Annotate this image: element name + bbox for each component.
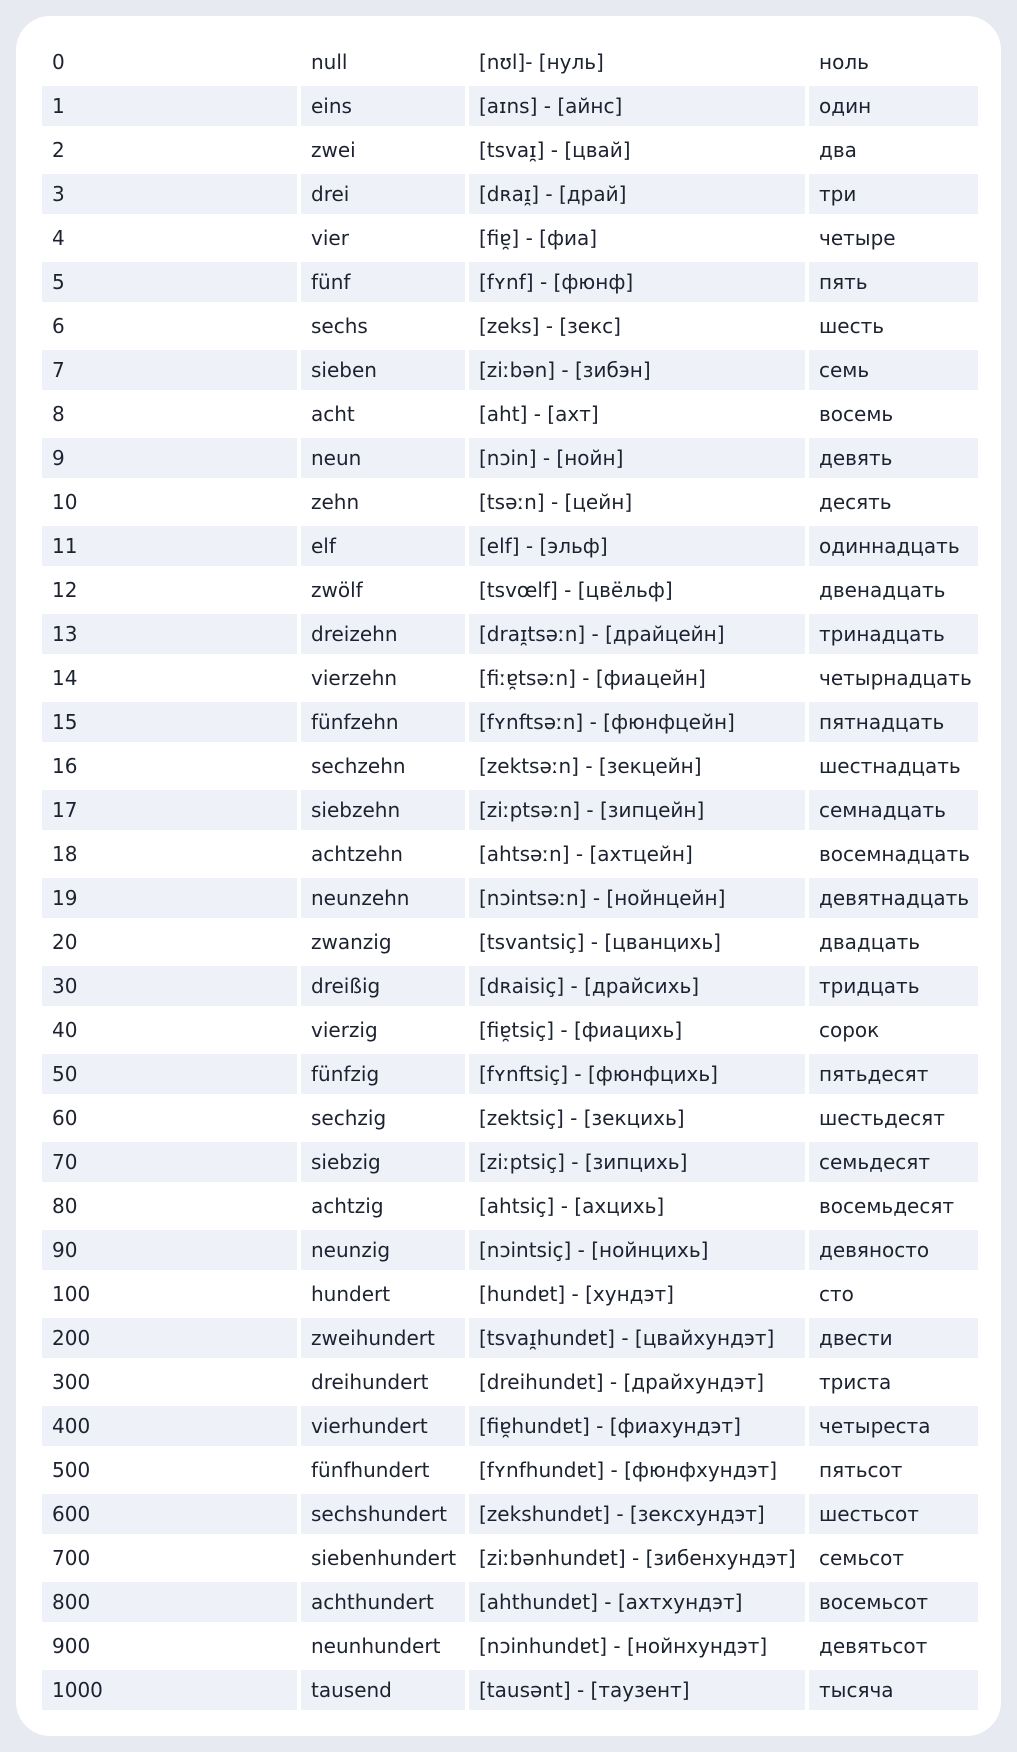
german-word-cell: achtzehn (301, 834, 465, 874)
number-cell: 30 (42, 966, 297, 1006)
table-row (42, 658, 978, 698)
russian-word-cell: пятнадцать (809, 702, 978, 742)
german-word-cell: hundert (301, 1274, 465, 1314)
german-word-cell: fünfhundert (301, 1450, 465, 1490)
pronunciation-cell: [tsəːn] - [цейн] (469, 482, 805, 522)
number-cell: 1000 (42, 1670, 297, 1710)
number-cell: 8 (42, 394, 297, 434)
german-word-cell: zwei (301, 130, 465, 170)
pronunciation-cell: [fiɐ̯] - [фиа] (469, 218, 805, 258)
table-row (42, 1010, 978, 1050)
pronunciation-cell: [dʀaisiç] - [драйсихь] (469, 966, 805, 1006)
german-word-cell: sechzig (301, 1098, 465, 1138)
pronunciation-cell: [fʏnftsiç] - [фюнфцихь] (469, 1054, 805, 1094)
number-cell: 50 (42, 1054, 297, 1094)
pronunciation-cell: [zeks] - [зекс] (469, 306, 805, 346)
table-row (42, 42, 978, 82)
russian-word-cell: восемьдесят (809, 1186, 978, 1226)
german-word-cell: drei (301, 174, 465, 214)
german-word-cell: neunhundert (301, 1626, 465, 1666)
russian-word-cell: три (809, 174, 978, 214)
table-row (42, 1142, 978, 1182)
german-word-cell: vier (301, 218, 465, 258)
german-word-cell: tausend (301, 1670, 465, 1710)
number-cell: 100 (42, 1274, 297, 1314)
table-row (42, 394, 978, 434)
russian-word-cell: триста (809, 1362, 978, 1402)
russian-word-cell: тысяча (809, 1670, 978, 1710)
german-word-cell: dreißig (301, 966, 465, 1006)
pronunciation-cell: [fiɐ̯tsiç] - [фиацихь] (469, 1010, 805, 1050)
table-row (42, 966, 978, 1006)
german-word-cell: sechs (301, 306, 465, 346)
number-cell: 1 (42, 86, 297, 126)
number-cell: 900 (42, 1626, 297, 1666)
number-cell: 20 (42, 922, 297, 962)
russian-word-cell: пятьдесят (809, 1054, 978, 1094)
pronunciation-cell: [tsvaɪ̯] - [цвай] (469, 130, 805, 170)
number-cell: 0 (42, 42, 297, 82)
russian-word-cell: шестьдесят (809, 1098, 978, 1138)
pronunciation-cell: [fʏnfhundɐt] - [фюнфхундэт] (469, 1450, 805, 1490)
russian-word-cell: двадцать (809, 922, 978, 962)
german-word-cell: fünfzehn (301, 702, 465, 742)
russian-word-cell: пять (809, 262, 978, 302)
russian-word-cell: четырнадцать (809, 658, 978, 698)
russian-word-cell: девятьсот (809, 1626, 978, 1666)
russian-word-cell: один (809, 86, 978, 126)
german-word-cell: eins (301, 86, 465, 126)
german-word-cell: zwanzig (301, 922, 465, 962)
german-word-cell: neunzehn (301, 878, 465, 918)
pronunciation-cell: [ziːptsiç] - [зипцихь] (469, 1142, 805, 1182)
table-row (42, 482, 978, 522)
russian-word-cell: девять (809, 438, 978, 478)
number-cell: 700 (42, 1538, 297, 1578)
table-row (42, 262, 978, 302)
russian-word-cell: тридцать (809, 966, 978, 1006)
german-word-cell: sechzehn (301, 746, 465, 786)
russian-word-cell: семнадцать (809, 790, 978, 830)
pronunciation-cell: [nʊl]- [нуль] (469, 42, 805, 82)
pronunciation-cell: [tsvœlf] - [цвёльф] (469, 570, 805, 610)
number-cell: 60 (42, 1098, 297, 1138)
number-cell: 11 (42, 526, 297, 566)
german-word-cell: fünf (301, 262, 465, 302)
pronunciation-cell: [fʏnf] - [фюнф] (469, 262, 805, 302)
german-word-cell: dreizehn (301, 614, 465, 654)
russian-word-cell: восемьсот (809, 1582, 978, 1622)
german-word-cell: achtzig (301, 1186, 465, 1226)
german-word-cell: neun (301, 438, 465, 478)
pronunciation-cell: [ahtsəːn] - [ахтцейн] (469, 834, 805, 874)
number-cell: 600 (42, 1494, 297, 1534)
pronunciation-cell: [ziːbən] - [зибэн] (469, 350, 805, 390)
pronunciation-cell: [tausənt] - [таузент] (469, 1670, 805, 1710)
number-cell: 14 (42, 658, 297, 698)
number-cell: 6 (42, 306, 297, 346)
number-cell: 4 (42, 218, 297, 258)
number-cell: 5 (42, 262, 297, 302)
pronunciation-cell: [tsvantsiç] - [цванцихь] (469, 922, 805, 962)
russian-word-cell: пятьсот (809, 1450, 978, 1490)
number-cell: 17 (42, 790, 297, 830)
german-word-cell: sieben (301, 350, 465, 390)
pronunciation-cell: [elf] - [эльф] (469, 526, 805, 566)
pronunciation-cell: [fiɐ̯hundɐt] - [фиахундэт] (469, 1406, 805, 1446)
table-row (42, 306, 978, 346)
german-word-cell: sechshundert (301, 1494, 465, 1534)
russian-word-cell: четыре (809, 218, 978, 258)
table-row (42, 614, 978, 654)
table-row (42, 174, 978, 214)
pronunciation-cell: [ahtsiç] - [ахцихь] (469, 1186, 805, 1226)
table-row (42, 1274, 978, 1314)
number-cell: 70 (42, 1142, 297, 1182)
number-cell: 90 (42, 1230, 297, 1270)
table-row (42, 1318, 978, 1358)
pronunciation-cell: [zekshundɐt] - [зексхундэт] (469, 1494, 805, 1534)
table-row (42, 130, 978, 170)
russian-word-cell: шесть (809, 306, 978, 346)
number-cell: 200 (42, 1318, 297, 1358)
russian-word-cell: сорок (809, 1010, 978, 1050)
russian-word-cell: шестнадцать (809, 746, 978, 786)
pronunciation-cell: [dʀaɪ̯] - [драй] (469, 174, 805, 214)
russian-word-cell: два (809, 130, 978, 170)
russian-word-cell: четыреста (809, 1406, 978, 1446)
number-cell: 12 (42, 570, 297, 610)
table-row (42, 1582, 978, 1622)
table-row (42, 1362, 978, 1402)
number-cell: 13 (42, 614, 297, 654)
table-row (42, 702, 978, 742)
numbers-table (38, 38, 982, 1714)
table-row (42, 1670, 978, 1710)
number-cell: 7 (42, 350, 297, 390)
german-word-cell: siebzehn (301, 790, 465, 830)
number-cell: 400 (42, 1406, 297, 1446)
german-word-cell: zwölf (301, 570, 465, 610)
german-word-cell: fünfzig (301, 1054, 465, 1094)
table-row (42, 570, 978, 610)
table-row (42, 878, 978, 918)
table-row (42, 1098, 978, 1138)
table-row (42, 746, 978, 786)
pronunciation-cell: [ahthundɐt] - [ахтхундэт] (469, 1582, 805, 1622)
table-row (42, 1538, 978, 1578)
german-word-cell: achthundert (301, 1582, 465, 1622)
number-cell: 18 (42, 834, 297, 874)
russian-word-cell: семьсот (809, 1538, 978, 1578)
russian-word-cell: девятнадцать (809, 878, 978, 918)
table-row (42, 438, 978, 478)
number-cell: 40 (42, 1010, 297, 1050)
table-row (42, 1406, 978, 1446)
table-row (42, 350, 978, 390)
table-body (42, 42, 978, 1710)
german-word-cell: null (301, 42, 465, 82)
russian-word-cell: ноль (809, 42, 978, 82)
german-word-cell: acht (301, 394, 465, 434)
number-cell: 19 (42, 878, 297, 918)
russian-word-cell: сто (809, 1274, 978, 1314)
table-row (42, 922, 978, 962)
german-word-cell: neunzig (301, 1230, 465, 1270)
german-word-cell: siebzig (301, 1142, 465, 1182)
table-row (42, 1230, 978, 1270)
russian-word-cell: двести (809, 1318, 978, 1358)
pronunciation-cell: [zektsiç] - [зекцихь] (469, 1098, 805, 1138)
table-row (42, 1626, 978, 1666)
pronunciation-cell: [tsvaɪ̯hundɐt] - [цвайхундэт] (469, 1318, 805, 1358)
russian-word-cell: одиннадцать (809, 526, 978, 566)
german-word-cell: dreihundert (301, 1362, 465, 1402)
table-row (42, 834, 978, 874)
table-row (42, 1054, 978, 1094)
german-word-cell: siebenhundert (301, 1538, 465, 1578)
german-word-cell: vierzehn (301, 658, 465, 698)
pronunciation-cell: [ziːbənhundɐt] - [зибенхундэт] (469, 1538, 805, 1578)
pronunciation-cell: [dreihundɐt] - [драйхундэт] (469, 1362, 805, 1402)
german-word-cell: vierzig (301, 1010, 465, 1050)
number-cell: 2 (42, 130, 297, 170)
pronunciation-cell: [nɔin] - [нойн] (469, 438, 805, 478)
number-cell: 3 (42, 174, 297, 214)
german-word-cell: zweihundert (301, 1318, 465, 1358)
german-word-cell: zehn (301, 482, 465, 522)
german-word-cell: vierhundert (301, 1406, 465, 1446)
number-cell: 9 (42, 438, 297, 478)
russian-word-cell: восемнадцать (809, 834, 978, 874)
number-cell: 10 (42, 482, 297, 522)
number-cell: 300 (42, 1362, 297, 1402)
pronunciation-cell: [nɔintsiç] - [нойнцихь] (469, 1230, 805, 1270)
pronunciation-cell: [draɪ̯tsəːn] - [драйцейн] (469, 614, 805, 654)
pronunciation-cell: [nɔinhundɐt] - [нойнхундэт] (469, 1626, 805, 1666)
table-row (42, 790, 978, 830)
russian-word-cell: тринадцать (809, 614, 978, 654)
table-row (42, 1450, 978, 1490)
german-word-cell: elf (301, 526, 465, 566)
number-cell: 15 (42, 702, 297, 742)
number-cell: 500 (42, 1450, 297, 1490)
number-cell: 16 (42, 746, 297, 786)
pronunciation-cell: [nɔintsəːn] - [нойнцейн] (469, 878, 805, 918)
table-row (42, 526, 978, 566)
pronunciation-cell: [fʏnftsəːn] - [фюнфцейн] (469, 702, 805, 742)
russian-word-cell: шестьсот (809, 1494, 978, 1534)
russian-word-cell: девяносто (809, 1230, 978, 1270)
pronunciation-cell: [fiːɐ̯tsəːn] - [фиацейн] (469, 658, 805, 698)
number-cell: 80 (42, 1186, 297, 1226)
russian-word-cell: десять (809, 482, 978, 522)
pronunciation-cell: [ziːptsəːn] - [зипцейн] (469, 790, 805, 830)
pronunciation-cell: [aɪns] - [айнс] (469, 86, 805, 126)
pronunciation-cell: [zektsəːn] - [зекцейн] (469, 746, 805, 786)
table-row (42, 218, 978, 258)
table-row (42, 1494, 978, 1534)
pronunciation-cell: [aht] - [ахт] (469, 394, 805, 434)
russian-word-cell: двенадцать (809, 570, 978, 610)
number-cell: 800 (42, 1582, 297, 1622)
table-row (42, 1186, 978, 1226)
pronunciation-cell: [hundɐt] - [хундэт] (469, 1274, 805, 1314)
russian-word-cell: семь (809, 350, 978, 390)
table-row (42, 86, 978, 126)
russian-word-cell: восемь (809, 394, 978, 434)
russian-word-cell: семьдесят (809, 1142, 978, 1182)
